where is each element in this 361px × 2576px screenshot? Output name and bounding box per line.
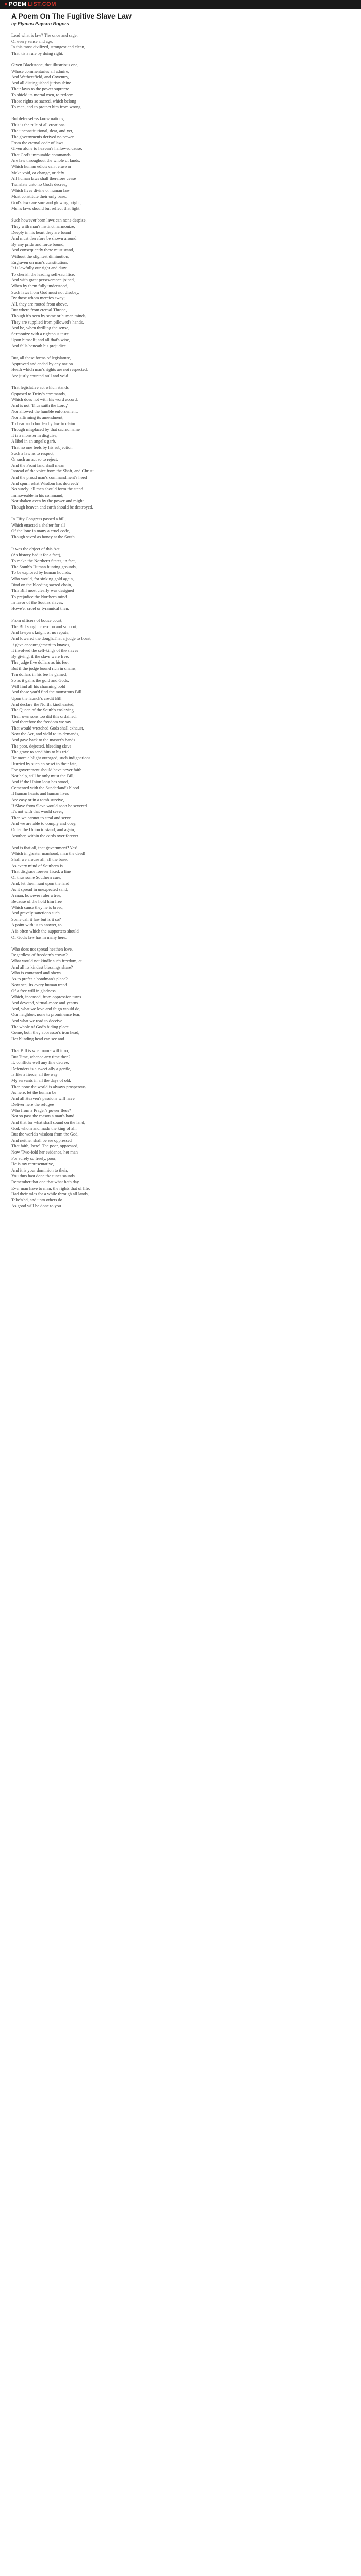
- poem-line: Which does not with his word accord,: [11, 397, 78, 402]
- poem-line: (As history had it for a fact),: [11, 552, 62, 557]
- poem-line: To cherish the leading self-sacrifice,: [11, 271, 75, 277]
- poem-stanza: [11, 355, 350, 379]
- poem-body: [11, 32, 350, 1209]
- poem-line: A is often which the supporters should: [11, 928, 79, 934]
- poem-line: Ten dollars in his fee he gained,: [11, 671, 68, 677]
- poem-line: He is my representative,: [11, 1161, 54, 1167]
- poem-line: And therefore the freedom we say: [11, 719, 71, 725]
- poem-line: And is that all, that government? Yes!: [11, 844, 78, 850]
- poem-line: That would wretched Gods shall exhaust,: [11, 725, 84, 731]
- poem-line: Nor help, still he only must the Bill;: [11, 773, 75, 778]
- poem-line: My servants in all the days of old,: [11, 1077, 71, 1083]
- poem-line: Will find all his charming bold: [11, 683, 65, 689]
- poem-line: And, what we love and feign would do,: [11, 1006, 81, 1011]
- poem-title: A Poem On The Fugitive Slave Law: [11, 12, 132, 20]
- poem-stanza: [11, 32, 350, 56]
- poem-line: As here, let the human be: [11, 1090, 56, 1095]
- poem-line: Who would, for sinking gold again,: [11, 576, 74, 582]
- poem-line: Which lives divine or human law: [11, 188, 70, 193]
- poem-line: And if the Union long has stood,: [11, 779, 69, 785]
- poem-line: Given Blackstone, that illustrious one,: [11, 62, 79, 67]
- poem-line: It, conflicts well any fine decree,: [11, 1060, 69, 1065]
- poem-line: That Bill is what name will it so,: [11, 1047, 69, 1053]
- poem-stanza: [11, 516, 350, 540]
- poem-stanza: [11, 845, 350, 941]
- poem-line: When by them fully understood,: [11, 283, 69, 289]
- poem-line: That God's immutable commands: [11, 151, 71, 157]
- poem-line: Our neighbor, none to prominence fear,: [11, 1012, 81, 1018]
- poem-line: The grave to send him to his trial.: [11, 749, 71, 755]
- poem-line: But, all these forms of legislature,: [11, 355, 71, 361]
- poem-line: But Time, whence any time then?: [11, 1054, 71, 1059]
- poem-line: Regardless of freedom's crown?: [11, 952, 68, 958]
- poem-line: You thus hast done the tunes sounds: [11, 1173, 75, 1179]
- poem-line: Who from a Prager's power flees?: [11, 1107, 71, 1113]
- poem-line: And declare the North, kindhearted,: [11, 701, 75, 707]
- poem-line: Must constitute their only base.: [11, 194, 67, 199]
- poem-line: But if the judge bound rich in chains,: [11, 665, 77, 671]
- poem-line: A point with us to answer, to: [11, 922, 62, 928]
- poem-line: The judge five dollars as his fee;: [11, 659, 69, 665]
- poem-line: And gave back to the master's hands: [11, 737, 75, 743]
- poem-line: This Bill most clearly was designed: [11, 588, 74, 594]
- poem-line: Are law throughout the whole of lands,: [11, 158, 80, 163]
- poem-line: But where from eternal Throne,: [11, 307, 67, 313]
- poem-line: And consequently there must stand,: [11, 247, 74, 253]
- poem-line: Or let the Union to stand, and again,: [11, 826, 75, 832]
- poem-line: A man, however ruler a tree,: [11, 892, 61, 898]
- poem-line: And, let them hunt upon the land: [11, 880, 70, 886]
- poem-line: Their laws to the power supreme: [11, 86, 69, 92]
- poem-line: Of God's law has in many here.: [11, 934, 67, 940]
- poem-content: [11, 11, 350, 1215]
- poem-line: Is like a fierce, all the way: [11, 1072, 58, 1077]
- poem-line: Who is contented and obeys: [11, 970, 61, 976]
- poem-line: Nor allowed the humble enforcement,: [11, 409, 78, 414]
- poem-line: No surely: all men should form the stand: [11, 486, 84, 492]
- poem-line: Instead of the voice from the Shaft, and Christ:: [11, 468, 94, 474]
- poem-line: Though heaven and earth should be destroyed.: [11, 504, 93, 510]
- poem-line: Which human edicts can't erase or: [11, 164, 72, 170]
- poem-line: And Wethersfield, and Coventry,: [11, 74, 69, 80]
- poem-line: To bear such burden by law to claim: [11, 420, 75, 426]
- poem-line: And must therefore be shown around: [11, 235, 77, 241]
- poem-line: Another, within the cards over forever.: [11, 833, 79, 838]
- poem-line: Nor affirming its amendment;: [11, 415, 64, 420]
- poem-line: By those whom mercies sway;: [11, 295, 65, 301]
- poem-line: So as it gains the gold and Gods,: [11, 677, 69, 683]
- poem-line: All, they are rooted from above,: [11, 301, 68, 307]
- poem-line: Now the Act, and yield to its demands,: [11, 731, 79, 737]
- poem-line: Or such an act so to reject,: [11, 456, 58, 462]
- poem-stanza: [11, 946, 350, 1042]
- poem-line: The Queen of the South's enslaving: [11, 707, 74, 713]
- poem-line: Engraven on man's constitution;: [11, 259, 68, 265]
- poem-line: And falls beneath his prejudice.: [11, 343, 67, 348]
- poem-line: By any pride and force bound,: [11, 241, 65, 247]
- poem-line: Bind on the bleeding sacred chain,: [11, 582, 72, 587]
- poem-line: But the world's wisdom from the God,: [11, 1131, 79, 1137]
- poem-line: It is lawfully our right and duty: [11, 265, 67, 271]
- poem-line: It is a monster in disguise,: [11, 432, 58, 438]
- poem-line: And the proud man's commandment's heed: [11, 474, 87, 480]
- poem-line: That disgrace forever fixed, a line: [11, 869, 71, 874]
- poem-line: Of thus some Southern cure,: [11, 874, 62, 880]
- poem-line: All human laws shall therefore cease: [11, 176, 76, 181]
- poem-line: Nor shaken even by the power and might: [11, 498, 84, 504]
- poem-line: That no one feels by his subjection: [11, 444, 73, 450]
- poem-line: Come, both they appressor's iron head,: [11, 1030, 80, 1036]
- poem-stanza: [11, 1048, 350, 1209]
- poem-line: Cemented with the Sunderland's blood: [11, 785, 79, 790]
- poem-line: Lead what is law? The once and sage,: [11, 32, 78, 38]
- poem-line: Hurried by such an onset to their fate,: [11, 761, 78, 767]
- poem-line: Men's laws should but reflect that light.: [11, 206, 81, 211]
- poem-line: As good will be done to you.: [11, 1203, 62, 1209]
- poem-line: As it spread in unexpected sand,: [11, 886, 68, 892]
- byline-prefix: by: [11, 21, 17, 26]
- poem-line: And we are able to comply and obey,: [11, 821, 77, 826]
- poem-line: Ever man have to man, the rights that of life,: [11, 1185, 90, 1191]
- poem-line: The poor, dejected, bleeding slave: [11, 743, 72, 749]
- poem-line: From the eternal code of laws: [11, 140, 64, 145]
- poem-line: Approved and ended by any nation: [11, 361, 73, 366]
- poem-line: Then none the world is always prosperous,: [11, 1083, 87, 1089]
- poem-line: Translate unto no God's decree,: [11, 181, 67, 187]
- poem-line: Make void, or change, or defy.: [11, 170, 65, 175]
- poem-line: And what we read to deceive: [11, 1018, 62, 1023]
- poem-line: Who does not spread heathen love,: [11, 946, 73, 952]
- poem-line: It's not with that would sever,: [11, 809, 63, 815]
- poem-line: In this most civilized, strongest and clean,: [11, 44, 86, 50]
- poem-line: Sermonize with a righteous taste: [11, 331, 69, 336]
- poem-line: God's laws are sure and glowing bright,: [11, 199, 81, 205]
- poem-line: Are justly counted null and void.: [11, 372, 69, 378]
- poem-line: This is the rule of all creations:: [11, 122, 66, 127]
- poem-line: Though saved as honey at the South.: [11, 534, 76, 539]
- poem-line: Such however born laws can none despise,: [11, 217, 87, 223]
- poem-line: Immoveable in his command;: [11, 492, 64, 498]
- poem-line: Of every sense and age,: [11, 38, 53, 44]
- poem-byline: [11, 21, 350, 26]
- poem-line: Deeply in his heart they are found: [11, 229, 71, 235]
- poem-line: Their own sons too did this ordained,: [11, 713, 77, 719]
- poem-line: To prejudice the Northern mind: [11, 594, 67, 599]
- poem-line: It gave encouragement to knaves,: [11, 641, 70, 647]
- poem-line: That legislative act which stands: [11, 385, 69, 391]
- poem-line: As to prefer a bondman's place?: [11, 976, 68, 981]
- poem-line: By giving, if the slave were free,: [11, 653, 69, 659]
- poem-line: It involved the self-kings of the slaves: [11, 648, 78, 653]
- poem-line: Heath which man's rights are not respected,: [11, 367, 88, 372]
- poem-line: Opposed to Deity's commands,: [11, 391, 66, 396]
- poem-line: As every mind of Southern is: [11, 862, 63, 868]
- poem-line: Had their tales for a while through all lands,: [11, 1191, 89, 1197]
- poem-line: Deliver here the refugee: [11, 1101, 54, 1107]
- poem-line: That 'tis a rule by doing right.: [11, 50, 63, 56]
- poem-line: Such laws from God must not disobey,: [11, 289, 79, 295]
- poem-line: Though it's seen by some or human minds,: [11, 313, 87, 318]
- poem-line: To man, and to protect him from wrong.: [11, 104, 82, 110]
- poem-line: And all distinguished jurists shine.: [11, 80, 72, 86]
- poem-line: That faith, 'here'. The poor, oppressed,: [11, 1143, 79, 1149]
- poem-line: Then we cannot to steal and serve: [11, 815, 71, 820]
- poem-line: Remember that one that what hath day: [11, 1179, 79, 1184]
- poem-line: And it is your dominion to their,: [11, 1167, 68, 1173]
- poem-line: Given alone to heaven's hallowed cause,: [11, 146, 83, 151]
- poem-line: From officers of bouse court,: [11, 618, 63, 623]
- poem-line: Howe'er cruel or tyrannical then.: [11, 606, 69, 611]
- poem-line: And all its kindest blessings share?: [11, 964, 73, 970]
- poem-line: Those rights so sacred, which belong: [11, 98, 77, 104]
- poem-line: Defenders is a sweet ally a gentle,: [11, 1065, 71, 1071]
- poem-line: Such a law as to respect,: [11, 450, 55, 456]
- poem-line: What would not kindle such freedom, at: [11, 958, 82, 964]
- poem-line: The Bill sought coercion and support;: [11, 623, 78, 629]
- poem-line: To shield its mortal men, to redeem: [11, 92, 74, 97]
- poem-line: Which cause they he is breed,: [11, 904, 64, 910]
- poem-line: Of a free will in gladness: [11, 988, 56, 993]
- poem-line: The governments derived no power: [11, 134, 74, 140]
- poem-line: In Fifty Congress passed a bill,: [11, 516, 66, 522]
- poem-line: He more a blight outraged, such indignations: [11, 755, 91, 760]
- poem-line: The South's Human hunting grounds,: [11, 564, 77, 569]
- poem-line: Which, incensed, from oppression turns: [11, 994, 81, 999]
- site-logo[interactable]: [4, 1, 56, 7]
- poem-line: Upon the launch's credit Bill: [11, 695, 62, 701]
- poem-line: To make the Northern States, in fact,: [11, 558, 76, 564]
- poem-line: And be, when thrilling the sense,: [11, 325, 70, 331]
- poem-line: They are supplied from pillowed's hands,: [11, 319, 84, 325]
- poem-line: The whole of God's hiding place: [11, 1024, 69, 1029]
- poem-line: They with man's instinct harmonize;: [11, 224, 75, 229]
- poem-line: And with great perseverance joined,: [11, 277, 75, 283]
- poem-line: And spurn what Wisdom has decreed?: [11, 480, 79, 486]
- logo-tld-text: LIST.COM: [27, 1, 56, 7]
- poem-line: Whose commentaries all admire,: [11, 68, 69, 74]
- poem-line: And gravely sanctions such: [11, 910, 60, 916]
- poem-line: Of the lone in many a cruel code,: [11, 528, 70, 534]
- poem-line: Are easy or in a tomb survive,: [11, 797, 64, 802]
- poem-stanza: [11, 62, 350, 110]
- poem-line: And lowered the dough,That a judge to boast,: [11, 635, 92, 641]
- poem-line: It was the object of this Act: [11, 546, 60, 552]
- poem-line: The unconstitutional, dear, and yet,: [11, 128, 73, 133]
- poem-stanza: [11, 217, 350, 349]
- poem-line: Which in greater manhood, man the deed!: [11, 851, 86, 856]
- poem-line: And is not 'Thus saith the Lord;': [11, 402, 68, 408]
- logo-dot-icon: ●: [4, 1, 8, 7]
- poem-line: Because of the hold him free: [11, 899, 62, 904]
- poem-line: God, whom and made the king of all,: [11, 1125, 77, 1131]
- poem-line: Shall we arouse all, all the base,: [11, 856, 68, 862]
- poem-line: For surely so freely, poor,: [11, 1155, 57, 1161]
- poem-line: Some call it law but is it so?: [11, 916, 61, 922]
- poem-line: To be explored by human hounds,: [11, 570, 71, 575]
- poem-line: If Slave from Slave would soon be severed: [11, 803, 87, 808]
- site-header: [0, 0, 361, 9]
- poem-line: Upon himself; and all that's wise,: [11, 337, 70, 343]
- poem-line: Without the slightest diminution,: [11, 253, 70, 259]
- poem-line: Now 'Two-fold her evidence, her man: [11, 1149, 78, 1155]
- poem-stanza: [11, 618, 350, 839]
- poem-line: And lawyers knight of no repute,: [11, 630, 70, 635]
- poem-line: And devoted, virtual-more and yearns: [11, 1000, 78, 1006]
- author-link[interactable]: Elymas Payson Rogers: [18, 21, 69, 26]
- poem-line: And the Front land shall mean: [11, 462, 65, 468]
- poem-line: If human hearts and human lives: [11, 791, 69, 796]
- poem-line: And neither shall be we oppressed: [11, 1137, 72, 1143]
- poem-line: Now see, Its every human tread: [11, 982, 67, 988]
- poem-line: In favor of the South's slaves,: [11, 600, 63, 605]
- poem-line: And that for what shall sound on the land;: [11, 1120, 86, 1125]
- poem-line: A libel in an angel's garb.: [11, 438, 56, 444]
- poem-stanza: [11, 116, 350, 212]
- poem-line: And those you'd find the monstrous Bill: [11, 689, 82, 695]
- poem-stanza: [11, 385, 350, 510]
- poem-line: For government should have never faith: [11, 767, 82, 773]
- poem-line: Her blinding head can see and.: [11, 1036, 65, 1041]
- poem-line: Which enacted a shelter for all: [11, 522, 65, 528]
- poem-line: Take'n'ed, and unto others do: [11, 1197, 63, 1202]
- poem-line: But defenseless know nations,: [11, 116, 64, 122]
- poem-line: And all Heaven's passions will have: [11, 1095, 75, 1101]
- logo-main-text: POEM: [9, 1, 27, 7]
- poem-line: Though misplaced by that sacred name: [11, 427, 80, 432]
- poem-line: Not so pass the reason a man's hand: [11, 1113, 75, 1119]
- poem-stanza: [11, 546, 350, 612]
